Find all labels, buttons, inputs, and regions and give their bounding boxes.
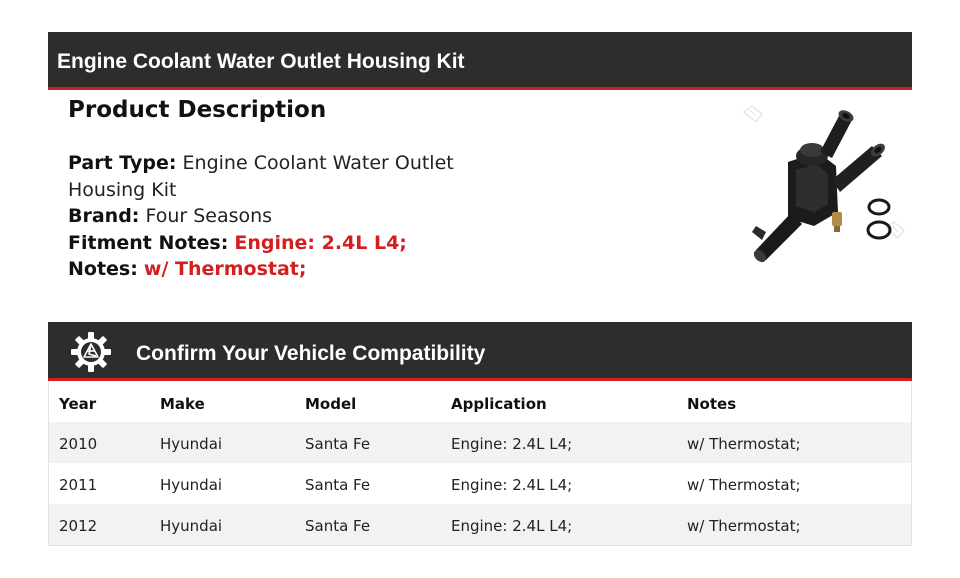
- cell-make: Hyundai: [160, 476, 223, 494]
- cell-model: Santa Fe: [305, 517, 371, 535]
- cell-year: 2010: [59, 435, 98, 453]
- notes-value: w/ Thermostat;: [143, 258, 307, 280]
- notes-label: Notes:: [68, 258, 138, 280]
- sensor-fitting: [832, 212, 842, 232]
- fitment-label: Fitment Notes:: [68, 231, 229, 254]
- part-type-label: Part Type:: [68, 152, 177, 174]
- description-heading: Product Description: [68, 97, 327, 123]
- cell-notes: w/ Thermostat;: [687, 517, 801, 535]
- table-row: [49, 422, 911, 463]
- part-type-value: Engine Coolant Water Outlet: [182, 152, 454, 174]
- gear-icon: [69, 330, 113, 374]
- description-details: [68, 150, 488, 283]
- part-type-line: [68, 150, 488, 177]
- compatibility-bar: [48, 322, 912, 381]
- column-header-make: Make: [160, 395, 205, 413]
- cell-year: 2012: [59, 517, 98, 535]
- compatibility-table: [48, 381, 912, 546]
- cell-application: Engine: 2.4L L4;: [451, 517, 573, 535]
- brand-line: [68, 203, 488, 230]
- column-header-application: Application: [451, 395, 547, 413]
- table-row: [49, 463, 911, 504]
- brand-value: Four Seasons: [145, 205, 273, 227]
- o-rings: [868, 200, 890, 238]
- cell-make: Hyundai: [160, 435, 223, 453]
- compatibility-title: Confirm Your Vehicle Compatibility: [136, 342, 486, 365]
- cell-make: Hyundai: [160, 517, 223, 535]
- upper-pipe: [820, 108, 855, 158]
- cell-notes: w/ Thermostat;: [687, 476, 801, 494]
- column-header-notes: Notes: [687, 395, 737, 413]
- column-header-year: Year: [59, 395, 97, 413]
- cell-year: 2011: [59, 476, 98, 494]
- cell-application: Engine: 2.4L L4;: [451, 476, 573, 494]
- fitment-line: [68, 230, 488, 257]
- fitment-value: Engine: 2.4L L4;: [234, 231, 407, 254]
- table-row: [49, 504, 911, 545]
- product-image: [736, 100, 912, 272]
- cell-model: Santa Fe: [305, 476, 371, 494]
- column-header-model: Model: [305, 395, 357, 413]
- part-type-value-continued: Housing Kit: [68, 178, 177, 201]
- lower-pipe: [752, 212, 802, 264]
- cell-application: Engine: 2.4L L4;: [451, 435, 573, 453]
- product-title: Engine Coolant Water Outlet Housing Kit: [57, 50, 465, 73]
- right-pipe: [832, 141, 887, 192]
- product-title-bar: [48, 32, 912, 90]
- cell-notes: w/ Thermostat;: [687, 435, 801, 453]
- notes-line: [68, 256, 488, 283]
- brand-label: Brand:: [68, 205, 140, 227]
- cell-model: Santa Fe: [305, 435, 371, 453]
- table-header-row: [49, 381, 911, 422]
